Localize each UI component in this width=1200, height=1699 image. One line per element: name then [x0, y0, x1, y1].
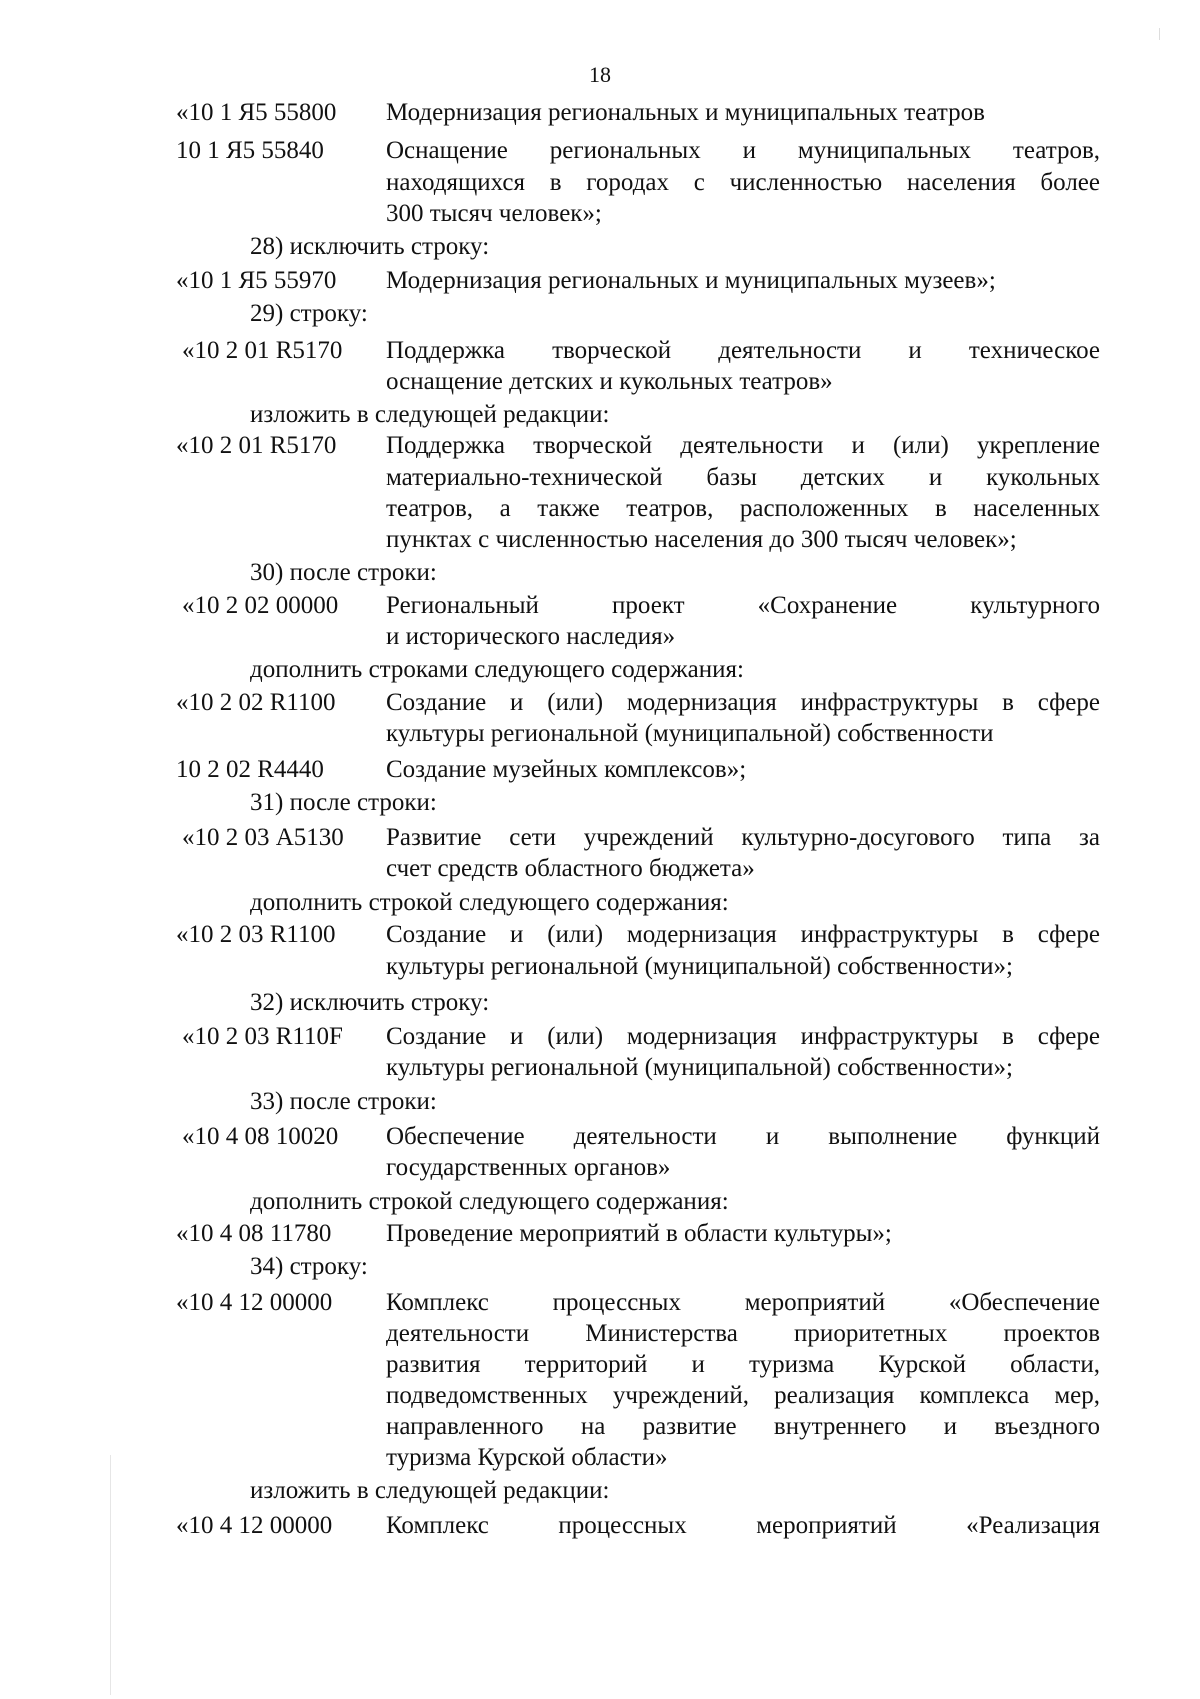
instruction-line: 31) после строки: [250, 789, 437, 816]
budget-code: «10 1 Я5 55970 [176, 267, 337, 294]
instruction-line: дополнить строкой следующего содержания: [250, 889, 729, 916]
code-description: подведомственных учреждений, реализация комплекса мер, [386, 1382, 1100, 1409]
budget-code: 10 1 Я5 55840 [176, 137, 324, 164]
code-description: развития территорий и туризма Курской области, [386, 1351, 1100, 1378]
budget-code: «10 2 02 R1100 [176, 689, 336, 716]
budget-code: «10 2 01 R5170 [182, 337, 343, 364]
code-description: Создание и (или) модернизация инфраструктуры в сфере [386, 1023, 1100, 1050]
instruction-line: 34) строку: [250, 1253, 368, 1280]
budget-code: «10 4 08 11780 [176, 1220, 332, 1247]
code-description: направленного на развитие внутреннего и въездного [386, 1413, 1100, 1440]
budget-code: «10 4 08 10020 [182, 1123, 339, 1150]
budget-code: 10 2 02 R4440 [176, 756, 324, 783]
code-description: счет средств областного бюджета» [386, 855, 755, 882]
code-description: культуры региональной (муниципальной) собственности»; [386, 953, 1013, 980]
code-description: пунктах с численностью населения до 300 тысяч человек»; [386, 526, 1017, 553]
code-description: материально-технической базы детских и кукольных [386, 464, 1100, 491]
code-description: 300 тысяч человек»; [386, 200, 602, 227]
budget-code: «10 2 02 00000 [182, 592, 339, 619]
page-number: 18 [589, 62, 611, 87]
code-description: оснащение детских и кукольных театров» [386, 368, 833, 395]
code-description: Комплекс процессных мероприятий «Обеспечение [386, 1289, 1100, 1316]
code-description: Обеспечение деятельности и выполнение функций [386, 1123, 1100, 1150]
code-description: туризма Курской области» [386, 1444, 668, 1471]
budget-code: «10 4 12 00000 [176, 1512, 333, 1539]
code-description: Оснащение региональных и муниципальных театров, [386, 137, 1100, 164]
instruction-line: 32) исключить строку: [250, 989, 490, 1016]
code-description: Модернизация региональных и муниципальных театров [386, 99, 985, 126]
code-description: Поддержка творческой деятельности и техническое [386, 337, 1100, 364]
code-description: Развитие сети учреждений культурно-досугового типа за [386, 824, 1100, 851]
code-description: Создание и (или) модернизация инфраструктуры в сфере [386, 921, 1100, 948]
instruction-line: дополнить строками следующего содержания: [250, 656, 744, 683]
scan-artifact [110, 1455, 111, 1695]
code-description: деятельности Министерства приоритетных проектов [386, 1320, 1100, 1347]
instruction-line: 28) исключить строку: [250, 233, 490, 260]
code-description: и исторического наследия» [386, 623, 676, 650]
instruction-line: изложить в следующей редакции: [250, 401, 610, 428]
code-description: Создание музейных комплексов»; [386, 756, 747, 783]
code-description: Комплекс процессных мероприятий «Реализация [386, 1512, 1100, 1539]
budget-code: «10 2 03 R1100 [176, 921, 336, 948]
instruction-line: 33) после строки: [250, 1088, 437, 1115]
budget-code: «10 2 01 R5170 [176, 432, 337, 459]
budget-code: «10 1 Я5 55800 [176, 99, 337, 126]
budget-code: «10 4 12 00000 [176, 1289, 333, 1316]
code-description: Модернизация региональных и муниципальных музеев»; [386, 267, 996, 294]
code-description: театров, а также театров, расположенных в населенных [386, 495, 1100, 522]
scan-artifact [1159, 28, 1160, 40]
code-description: культуры региональной (муниципальной) собственности [386, 720, 994, 747]
code-description: Поддержка творческой деятельности и (или) укрепление [386, 432, 1100, 459]
instruction-line: дополнить строкой следующего содержания: [250, 1188, 729, 1215]
budget-code: «10 2 03 А5130 [182, 824, 344, 851]
code-description: Региональный проект «Сохранение культурного [386, 592, 1100, 619]
code-description: культуры региональной (муниципальной) собственности»; [386, 1054, 1013, 1081]
code-description: государственных органов» [386, 1154, 671, 1181]
instruction-line: 30) после строки: [250, 559, 437, 586]
code-description: находящихся в городах с численностью населения более [386, 169, 1100, 196]
instruction-line: изложить в следующей редакции: [250, 1477, 610, 1504]
code-description: Создание и (или) модернизация инфраструктуры в сфере [386, 689, 1100, 716]
instruction-line: 29) строку: [250, 300, 368, 327]
budget-code: «10 2 03 R110F [182, 1023, 343, 1050]
code-description: Проведение мероприятий в области культуры»; [386, 1220, 892, 1247]
